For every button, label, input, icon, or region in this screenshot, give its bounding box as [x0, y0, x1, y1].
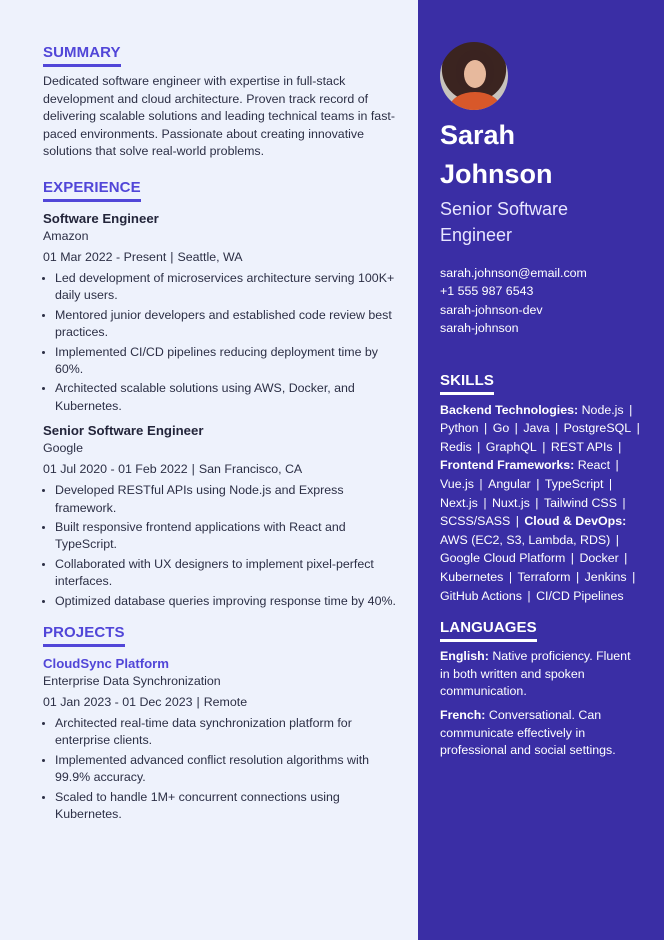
list-item: • Architected real-time data synchronization platform for enterprise clients.: [55, 715, 398, 750]
separator: |: [479, 495, 490, 510]
project-dates: 01 Jan 2023 - 01 Dec 2023: [43, 695, 193, 710]
job-location: San Francisco, CA: [198, 462, 303, 477]
sidebar: [418, 0, 664, 940]
summary-section: [43, 44, 398, 161]
experience-heading: EXPERIENCE: [43, 179, 141, 202]
avatar: [440, 42, 508, 110]
project-title: CloudSync Platform: [43, 656, 170, 672]
separator: |: [531, 495, 542, 510]
last-name: Johnson: [440, 159, 553, 189]
email-link[interactable]: sarah.johnson@email.com: [440, 266, 587, 280]
separator: |: [614, 439, 622, 454]
separator: |: [633, 421, 640, 436]
skill-item: Terraform: [517, 569, 571, 584]
skill-item: Jenkins: [584, 569, 627, 584]
separator: |: [532, 477, 543, 491]
skills-heading: SKILLS: [440, 372, 494, 395]
language-name: French:: [440, 707, 486, 722]
separator: |: [605, 477, 613, 491]
list-item: • Scaled to handle 1M+ concurrent connections using Kubernetes.: [55, 789, 398, 824]
skill-item: Nuxt.js: [491, 495, 530, 510]
avatar-body: [450, 92, 500, 110]
skill-group-label: Backend Technologies:: [440, 402, 582, 417]
skill-item: Python: [440, 421, 479, 436]
separator: |: [551, 421, 562, 436]
separator: |: [523, 588, 535, 603]
separator: |: [612, 458, 619, 473]
skill-item: Angular: [488, 477, 531, 491]
job-title: Senior Software Engineer: [43, 423, 204, 439]
skill-item: GraphQL: [485, 439, 537, 454]
projects-heading: PROJECTS: [43, 624, 125, 647]
skill-item: Node.js: [581, 402, 624, 417]
job-company: Google: [43, 441, 83, 456]
separator: |: [475, 477, 487, 491]
job-entry: [43, 423, 398, 610]
job-bullets: [43, 482, 398, 610]
separator: |: [505, 569, 516, 584]
project-subtitle: Enterprise Data Synchronization: [43, 674, 221, 689]
job-location: Seattle, WA: [177, 249, 243, 264]
separator: |: [473, 439, 484, 454]
skill-item: Docker: [579, 551, 619, 566]
avatar-face: [464, 60, 486, 88]
skill-group-label: Cloud & DevOps:: [524, 514, 627, 529]
project-meta: [43, 695, 398, 709]
job-bullets: [43, 270, 398, 415]
language-item: [440, 648, 640, 701]
separator: |: [567, 551, 578, 566]
separator: |: [196, 695, 200, 710]
list-item: • Led development of microservices architecture serving 100K+ daily users.: [55, 270, 398, 305]
separator: |: [538, 439, 549, 454]
skill-item: SCSS/SASS: [440, 514, 511, 529]
language-name: English:: [440, 649, 489, 664]
job-meta: [43, 462, 398, 476]
separator: |: [191, 462, 195, 477]
separator: |: [480, 421, 491, 436]
experience-section: [43, 179, 398, 610]
skill-item: Go: [492, 421, 510, 436]
summary-heading: SUMMARY: [43, 44, 121, 67]
skill-item: Redis: [440, 439, 472, 454]
list-item: • Developed RESTful APIs using Node.js and Express framework.: [55, 482, 398, 517]
separator: |: [628, 569, 636, 584]
skill-item: Next.js: [440, 495, 478, 510]
projects-section: [43, 624, 398, 823]
list-item: • Implemented CI/CD pipelines reducing deployment time by 60%.: [55, 344, 398, 379]
separator: |: [625, 402, 633, 417]
language-level: Conversational. Can communicate effectively in professional and social settings.: [440, 707, 616, 758]
language-level: Native proficiency. Fluent in both written and spoken communication.: [440, 649, 631, 699]
list-item: • Architected scalable solutions using AWS, Docker, and Kubernetes.: [55, 380, 398, 415]
separator: |: [618, 495, 626, 510]
skill-item: TypeScript: [544, 477, 604, 491]
contact-info: [440, 264, 640, 338]
separator: |: [512, 514, 523, 529]
skill-item: Kubernetes: [440, 569, 504, 584]
list-item: • Implemented advanced conflict resolution algorithms with 99.9% accuracy.: [55, 752, 398, 787]
job-meta: [43, 250, 398, 264]
languages-heading: LANGUAGES: [440, 619, 537, 642]
job-dates: 01 Jul 2020 - 01 Feb 2022: [43, 462, 188, 477]
summary-text: Dedicated software engineer with expertise in full-stack development and cloud architecture. Proven track record of delivering scalable solutions and leading technical teams in fast-paced environments. Passionate about creating innovative solutions that solve real-world problems.: [43, 74, 395, 159]
separator: |: [170, 249, 174, 264]
project-bullets: [43, 715, 398, 823]
separator: |: [620, 551, 628, 566]
project-location: Remote: [203, 695, 248, 710]
skill-item: Vue.js: [440, 477, 474, 491]
phone-number[interactable]: +1 555 987 6543: [440, 284, 534, 299]
separator: |: [511, 421, 522, 436]
separator: |: [612, 532, 619, 547]
skill-item: AWS (EC2, S3, Lambda, RDS): [440, 532, 611, 547]
skill-item: Java: [523, 421, 550, 436]
job-entry: [43, 211, 398, 415]
job-role: Senior Software Engineer: [440, 199, 569, 245]
job-title: Software Engineer: [43, 210, 159, 226]
skill-item: PostgreSQL: [563, 421, 632, 436]
first-name: Sarah: [440, 120, 516, 150]
skill-item: Google Cloud Platform: [440, 551, 566, 566]
skills-list: [440, 401, 640, 606]
project-entry: [43, 656, 398, 823]
skill-item: React: [577, 458, 611, 473]
profile-link-1[interactable]: sarah-johnson-dev: [440, 302, 543, 317]
job-dates: 01 Mar 2022 - Present: [43, 249, 167, 264]
skill-group-label: Frontend Frameworks:: [440, 458, 578, 473]
job-company: Amazon: [43, 228, 89, 243]
skill-item: REST APIs: [550, 439, 613, 454]
list-item: • Collaborated with UX designers to implement pixel-perfect interfaces.: [55, 556, 398, 591]
languages-list: [440, 648, 640, 760]
list-item: • Optimized database queries improving response time by 40%.: [55, 593, 398, 610]
profile-link-2[interactable]: sarah-johnson: [440, 321, 519, 336]
language-item: [440, 707, 640, 760]
separator: |: [572, 569, 583, 584]
list-item: • Built responsive frontend applications with React and TypeScript.: [55, 519, 398, 554]
skill-item: GitHub Actions: [440, 588, 522, 603]
skill-item: Tailwind CSS: [543, 495, 617, 510]
list-item: • Mentored junior developers and established code review best practices.: [55, 307, 398, 342]
skill-item: CI/CD Pipelines: [536, 588, 624, 603]
